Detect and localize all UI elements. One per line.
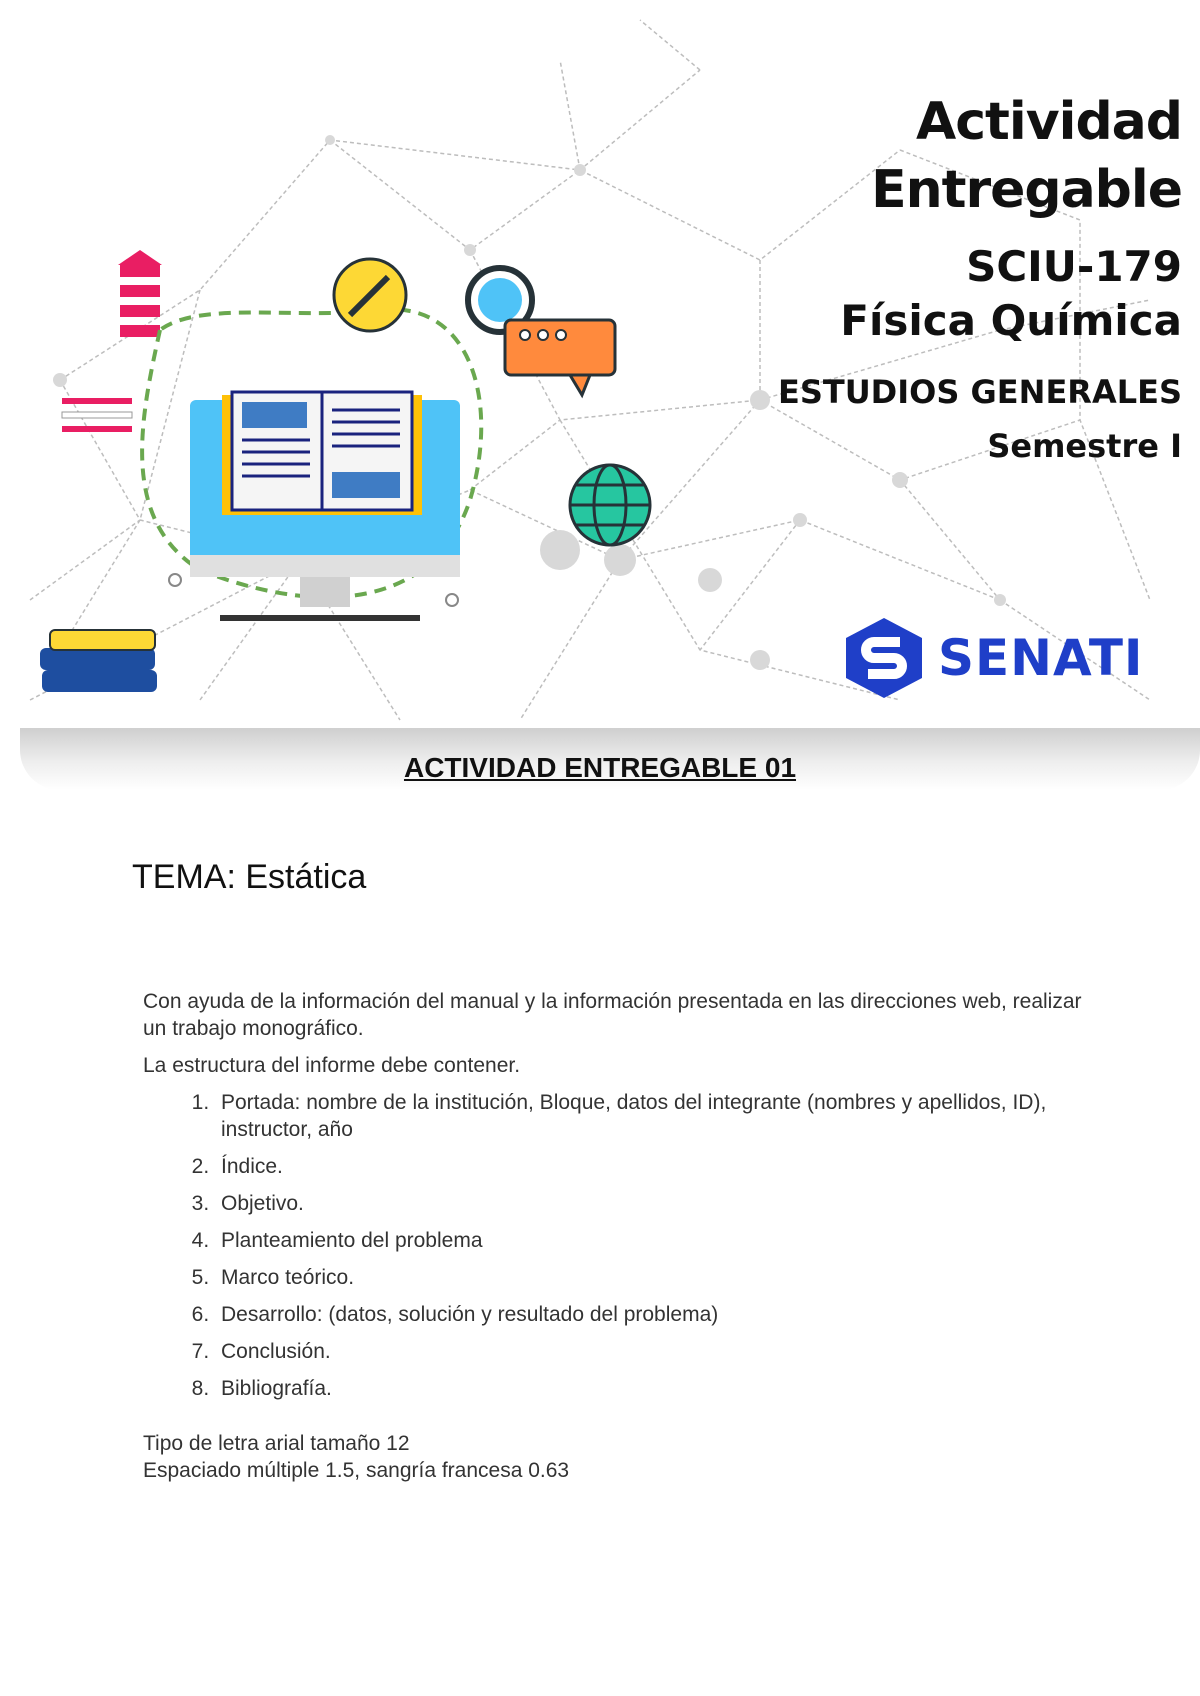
structure-list <box>143 1089 1103 1402</box>
course-title-block <box>778 88 1182 472</box>
senati-logo-text: SENATI <box>938 629 1144 687</box>
activity-title: ACTIVIDAD ENTREGABLE 01 <box>403 752 797 783</box>
title-line-1: Actividad <box>915 92 1182 152</box>
list-item: 7. Conclusión. <box>215 1338 1103 1365</box>
list-item: 1. Portada: nombre de la institución, Bloque, datos del integrante (nombres y apellidos, ID), instructor, año <box>215 1089 1103 1143</box>
course-code: SCIU-179 <box>966 242 1182 291</box>
list-item: 8. Bibliografía. <box>215 1375 1103 1402</box>
department: ESTUDIOS GENERALES <box>777 373 1182 411</box>
list-item: 3. Objetivo. <box>215 1190 1103 1217</box>
senati-emblem-icon <box>842 616 926 700</box>
topic-heading: TEMA: Estática <box>132 858 367 896</box>
list-item: 5. Marco teórico. <box>215 1264 1103 1291</box>
format-notes <box>143 1430 1103 1484</box>
instructions <box>143 988 1103 1484</box>
title-line-2: Entregable <box>871 160 1182 220</box>
course-name: Física Química <box>840 296 1182 345</box>
format-line-font: Tipo de letra arial tamaño 12 <box>143 1432 410 1455</box>
list-item: 6. Desarrollo: (datos, solución y resultado del problema) <box>215 1301 1103 1328</box>
intro-paragraph: Con ayuda de la información del manual y la información presentada en las direcciones web, realizar un trabajo monográfico. <box>143 990 1082 1040</box>
list-item: 2. Índice. <box>215 1153 1103 1180</box>
format-line-spacing: Espaciado múltiple 1.5, sangría francesa 0.63 <box>143 1459 570 1482</box>
list-item: 4. Planteamiento del problema <box>215 1227 1103 1254</box>
semester: Semestre I <box>987 427 1182 465</box>
structure-label: La estructura del informe debe contener. <box>143 1054 521 1077</box>
cover-header <box>0 0 1200 800</box>
senati-logo <box>842 616 1144 700</box>
